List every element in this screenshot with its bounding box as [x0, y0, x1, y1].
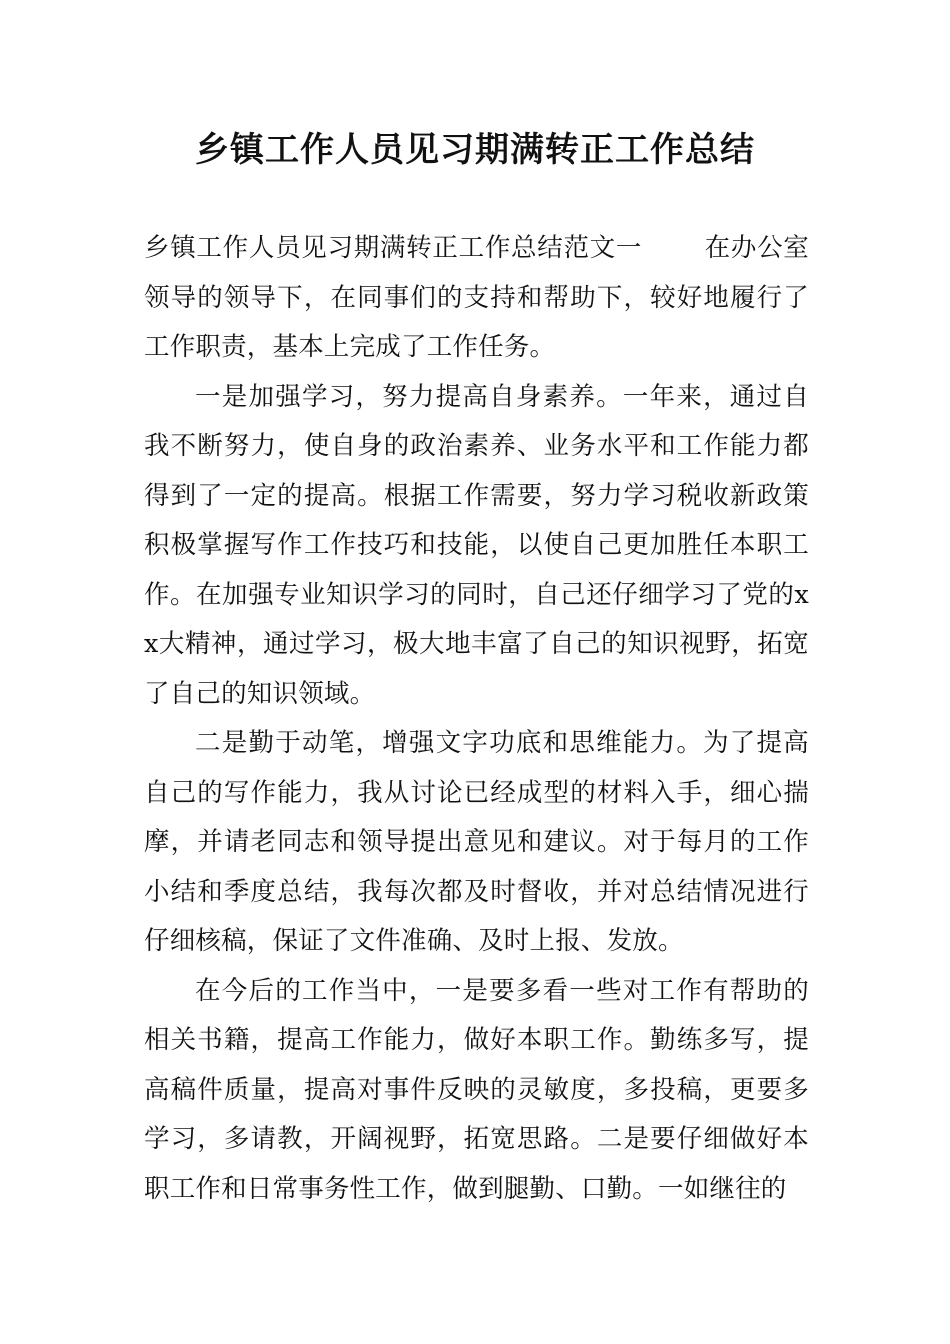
document-body [144, 224, 809, 1214]
intro-lead: 乡镇工作人员见习期满转正工作总结范文一 [144, 233, 643, 263]
paragraph-writing: 二是勤于动笔，增强文字功底和思维能力。为了提高自己的写作能力，我从讨论已经成型的材料入手，细心揣摩，并请老同志和领导提出意见和建议。对于每月的工作小结和季度总结，我每次都及时督收，并对总结情况进行仔细核稿，保证了文件准确、及时上报、发放。 [144, 728, 809, 956]
document-title: 乡镇工作人员见习期满转正工作总结 [195, 130, 755, 170]
intro-rest: 在办公室领导的领导下，在同事们的支持和帮助下，较好地履行了工作职责，基本上完成了工作任务。 [144, 233, 809, 362]
paragraph-study: 一是加强学习，努力提高自身素养。一年来，通过自我不断努力，使自身的政治素养、业务水平和工作能力都得到了一定的提高。根据工作需要，努力学习税收新政策积极掌握写作工作技巧和技能，以使自己更加胜任本职工作。在加强专业知识学习的同时，自己还仔细学习了党的xx大精神，通过学习，极大地丰富了自己的知识视野，拓宽了自己的知识领域。 [144, 381, 809, 709]
paragraph-future-work: 在今后的工作当中，一是要多看一些对工作有帮助的相关书籍，提高工作能力，做好本职工作。勤练多写，提高稿件质量，提高对事件反映的灵敏度，多投稿，更要多学习，多请教，开阔视野，拓宽思路。二是要仔细做好本职工作和日常事务性工作，做到腿勤、口勤。一如继往的 [144, 975, 809, 1204]
intro-paragraph [144, 224, 809, 373]
